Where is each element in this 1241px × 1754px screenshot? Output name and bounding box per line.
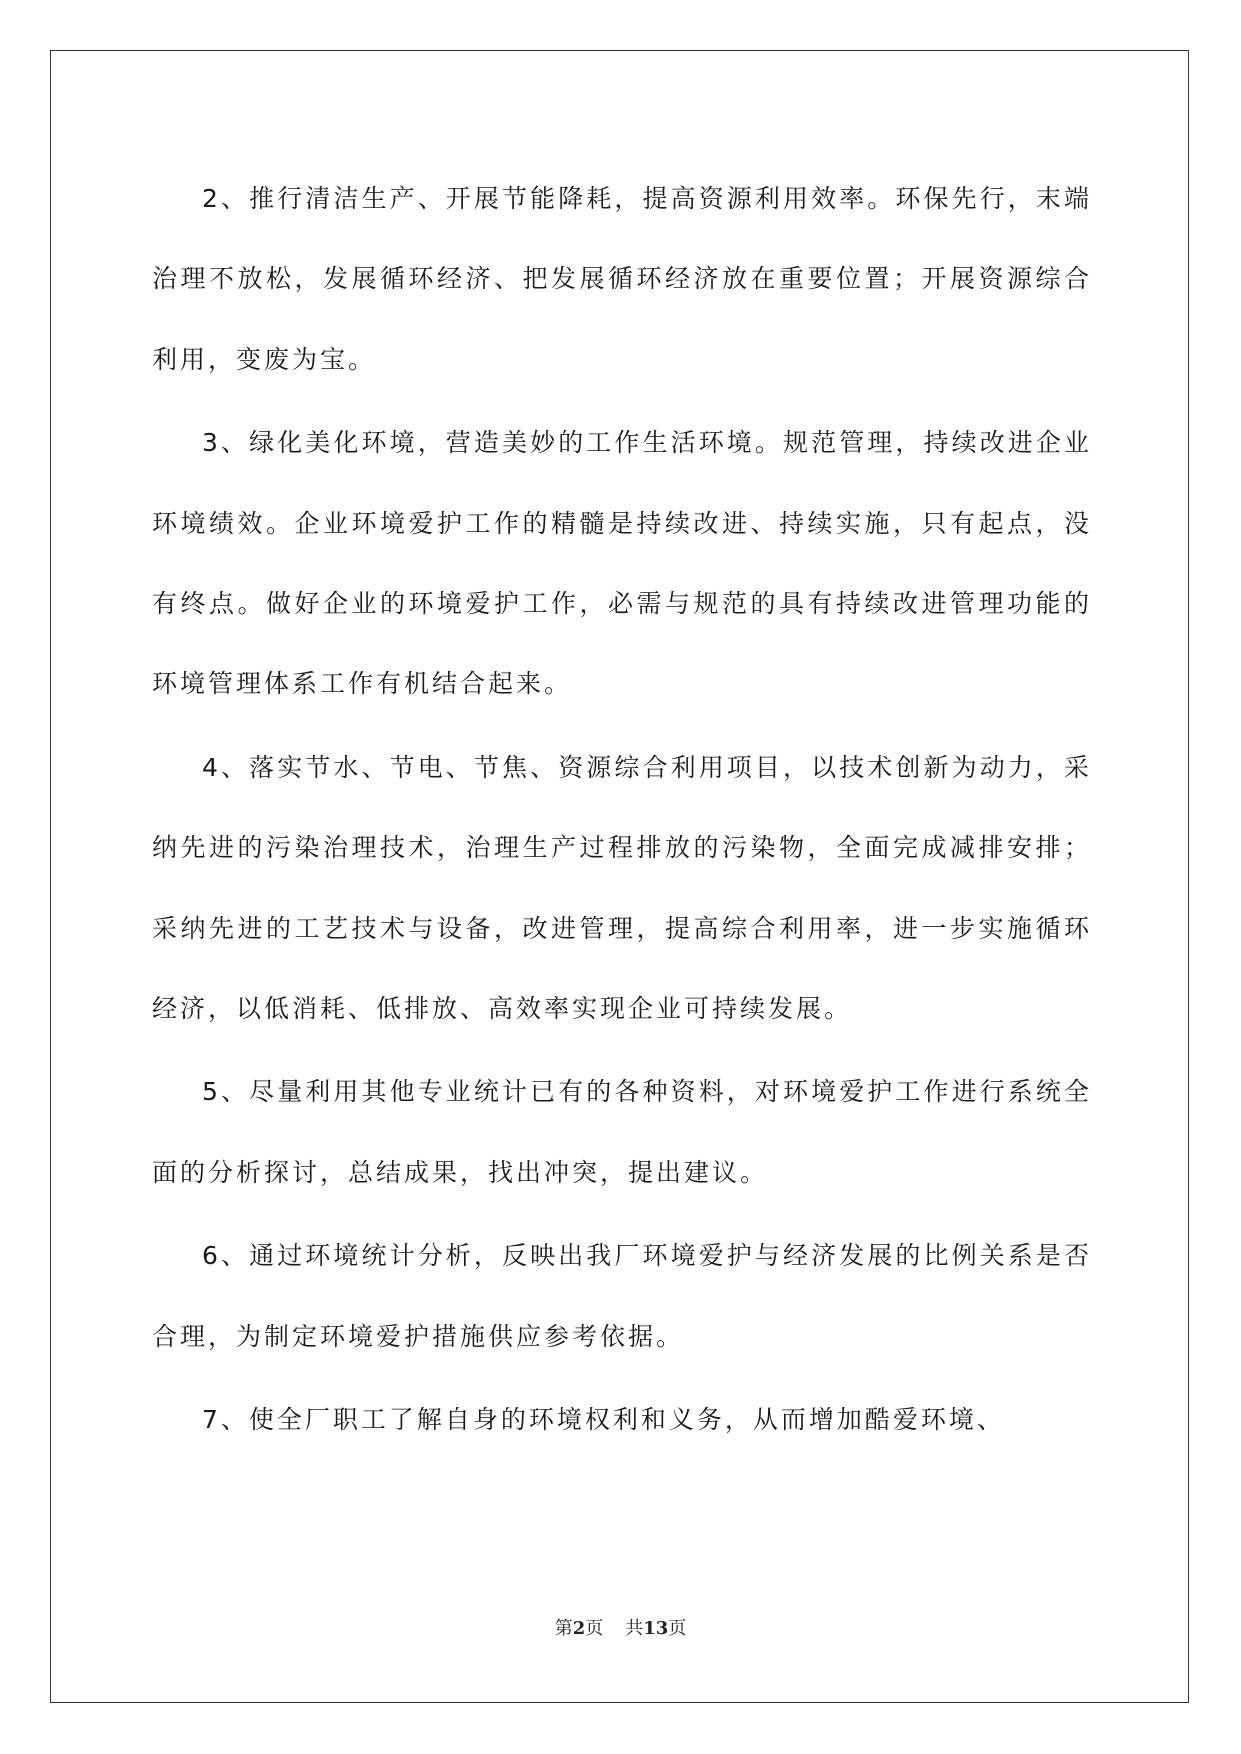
paragraph-item-2: 2、推行清洁生产、开展节能降耗，提高资源利用效率。环保先行，末端治理不放松，发展循环经济、把发展循环经济放在重要位置；开展资源综合利用，变废为宝。 xyxy=(152,184,1092,374)
total-pages-number: 13 xyxy=(643,1618,669,1639)
paragraph-item-4: 4、落实节水、节电、节焦、资源综合利用项目，以技术创新为动力，采纳先进的污染治理技术，治理生产过程排放的污染物，全面完成减排安排；采纳先进的工艺技术与设备，改进管理，提高综合利用率，进一步实施循环经济，以低消耗、低排放、高效率实现企业可持续发展。 xyxy=(152,752,1092,1024)
paragraph-item-3: 3、绿化美化环境，营造美妙的工作生活环境。规范管理，持续改进企业环境绩效。企业环境爱护工作的精髓是持续改进、持续实施，只有起点，没有终点。做好企业的环境爱护工作，必需与规范的具有持续改进管理功能的环境管理体系工作有机结合起来。 xyxy=(152,428,1092,699)
total-prefix: 共 xyxy=(625,1618,644,1639)
current-page-number: 2 xyxy=(572,1618,586,1639)
document-body xyxy=(152,159,1092,1464)
total-suffix: 页 xyxy=(668,1618,687,1639)
paragraph-item-6: 6、通过环境统计分析，反映出我厂环境爱护与经济发展的比例关系是否合理，为制定环境爱护措施供应参考依据。 xyxy=(152,1241,1092,1351)
page-footer xyxy=(0,1614,1241,1640)
paragraph-item-5: 5、尽量利用其他专业统计已有的各种资料，对环境爱护工作进行系统全面的分析探讨，总结成果，找出冲突，提出建议。 xyxy=(152,1077,1092,1187)
paragraph-item-7: 7、使全厂职工了解自身的环境权利和义务，从而增加酷爱环境、 xyxy=(202,1405,1005,1435)
page-suffix: 页 xyxy=(585,1618,604,1639)
page-prefix: 第 xyxy=(554,1618,573,1639)
